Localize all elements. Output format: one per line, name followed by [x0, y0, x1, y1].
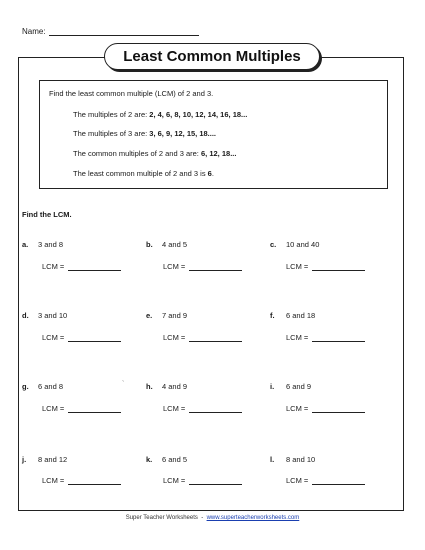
answer-label: LCM = [163, 262, 186, 271]
answer-blank[interactable] [189, 263, 242, 271]
problem-text: 3 and 8 [38, 240, 64, 249]
problem-text: 6 and 5 [162, 455, 188, 464]
answer-blank[interactable] [189, 334, 242, 342]
problem-text: 6 and 18 [286, 311, 316, 320]
answer-b [163, 262, 242, 271]
answer-label: LCM = [42, 476, 65, 485]
lcm-statement-period: . [211, 169, 214, 178]
problem-text: 3 and 10 [38, 311, 68, 320]
common-multiples-label: The common multiples of 2 and 3 are: [73, 149, 199, 158]
problem-letter: a. [22, 240, 29, 249]
answer-blank[interactable] [312, 477, 365, 485]
least-common-multiple [73, 169, 214, 178]
problem-text: 7 and 9 [162, 311, 188, 320]
lcm-statement-value: 6 [207, 169, 212, 178]
answer-label: LCM = [163, 476, 186, 485]
lcm-statement-label: The least common multiple of 2 and 3 is [73, 169, 206, 178]
answer-h [163, 404, 242, 413]
answer-blank[interactable] [68, 263, 121, 271]
answer-label: LCM = [42, 333, 65, 342]
problem-letter: g. [22, 382, 29, 391]
problem-k [146, 455, 187, 464]
example-box [39, 80, 388, 189]
answer-d [42, 333, 121, 342]
problem-text: 8 and 12 [38, 455, 68, 464]
answer-blank[interactable] [68, 477, 121, 485]
problem-letter: i. [270, 382, 275, 391]
answer-blank[interactable] [68, 334, 121, 342]
multiples-of-2 [73, 110, 247, 119]
worksheet-title: Least Common Multiples [104, 43, 320, 70]
multiples-of-2-values: 2, 4, 6, 8, 10, 12, 14, 16, 18... [149, 110, 248, 119]
problem-text: 10 and 40 [286, 240, 320, 249]
problem-letter: l. [270, 455, 275, 464]
problem-letter: j. [22, 455, 27, 464]
answer-blank[interactable] [312, 405, 365, 413]
problem-text: 4 and 5 [162, 240, 188, 249]
common-multiples-values: 6, 12, 18... [201, 149, 237, 158]
answer-label: LCM = [163, 333, 186, 342]
problem-letter: c. [270, 240, 277, 249]
problem-g [22, 382, 63, 391]
answer-label: LCM = [286, 476, 309, 485]
answer-l [286, 476, 365, 485]
problem-i [270, 382, 311, 391]
stray-mark: ` [122, 381, 125, 388]
problem-a [22, 240, 63, 249]
answer-blank[interactable] [189, 477, 242, 485]
answer-label: LCM = [42, 262, 65, 271]
answer-c [286, 262, 365, 271]
problem-c [270, 240, 319, 249]
problem-text: 6 and 8 [38, 382, 64, 391]
answer-a [42, 262, 121, 271]
answer-f [286, 333, 365, 342]
answer-i [286, 404, 365, 413]
answer-label: LCM = [286, 404, 309, 413]
problem-letter: h. [146, 382, 153, 391]
problem-l [270, 455, 315, 464]
answer-blank[interactable] [68, 405, 121, 413]
multiples-of-3-label: The multiples of 3 are: [73, 129, 148, 138]
name-field [22, 27, 199, 36]
footer-separator: - [201, 515, 204, 521]
instructions: Find the LCM. [22, 210, 72, 219]
problem-letter: k. [146, 455, 153, 464]
common-multiples [73, 149, 236, 158]
answer-blank[interactable] [312, 263, 365, 271]
multiples-of-3-values: 3, 6, 9, 12, 15, 18.... [149, 129, 217, 138]
answer-label: LCM = [286, 333, 309, 342]
name-label: Name: [22, 27, 46, 36]
answer-blank[interactable] [312, 334, 365, 342]
problem-letter: d. [22, 311, 29, 320]
problem-e [146, 311, 187, 320]
problem-text: 8 and 10 [286, 455, 316, 464]
multiples-of-3 [73, 129, 216, 138]
problem-text: 6 and 9 [286, 382, 312, 391]
answer-blank[interactable] [189, 405, 242, 413]
problem-f [270, 311, 315, 320]
answer-g [42, 404, 121, 413]
name-blank-line[interactable] [49, 27, 199, 36]
answer-e [163, 333, 242, 342]
problem-letter: e. [146, 311, 153, 320]
footer-brand: Super Teacher Worksheets [125, 515, 198, 521]
problem-letter: f. [270, 311, 275, 320]
answer-j [42, 476, 121, 485]
problem-d [22, 311, 67, 320]
problem-b [146, 240, 187, 249]
answer-label: LCM = [286, 262, 309, 271]
problem-text: 4 and 9 [162, 382, 188, 391]
example-prompt: Find the least common multiple (LCM) of 2 and 3. [49, 89, 214, 98]
footer [0, 515, 425, 521]
answer-label: LCM = [163, 404, 186, 413]
problem-j [22, 455, 67, 464]
answer-k [163, 476, 242, 485]
multiples-of-2-label: The multiples of 2 are: [73, 110, 148, 119]
problem-h [146, 382, 187, 391]
footer-link[interactable]: www.superteacherworksheets.com [206, 515, 300, 521]
problem-letter: b. [146, 240, 153, 249]
answer-label: LCM = [42, 404, 65, 413]
